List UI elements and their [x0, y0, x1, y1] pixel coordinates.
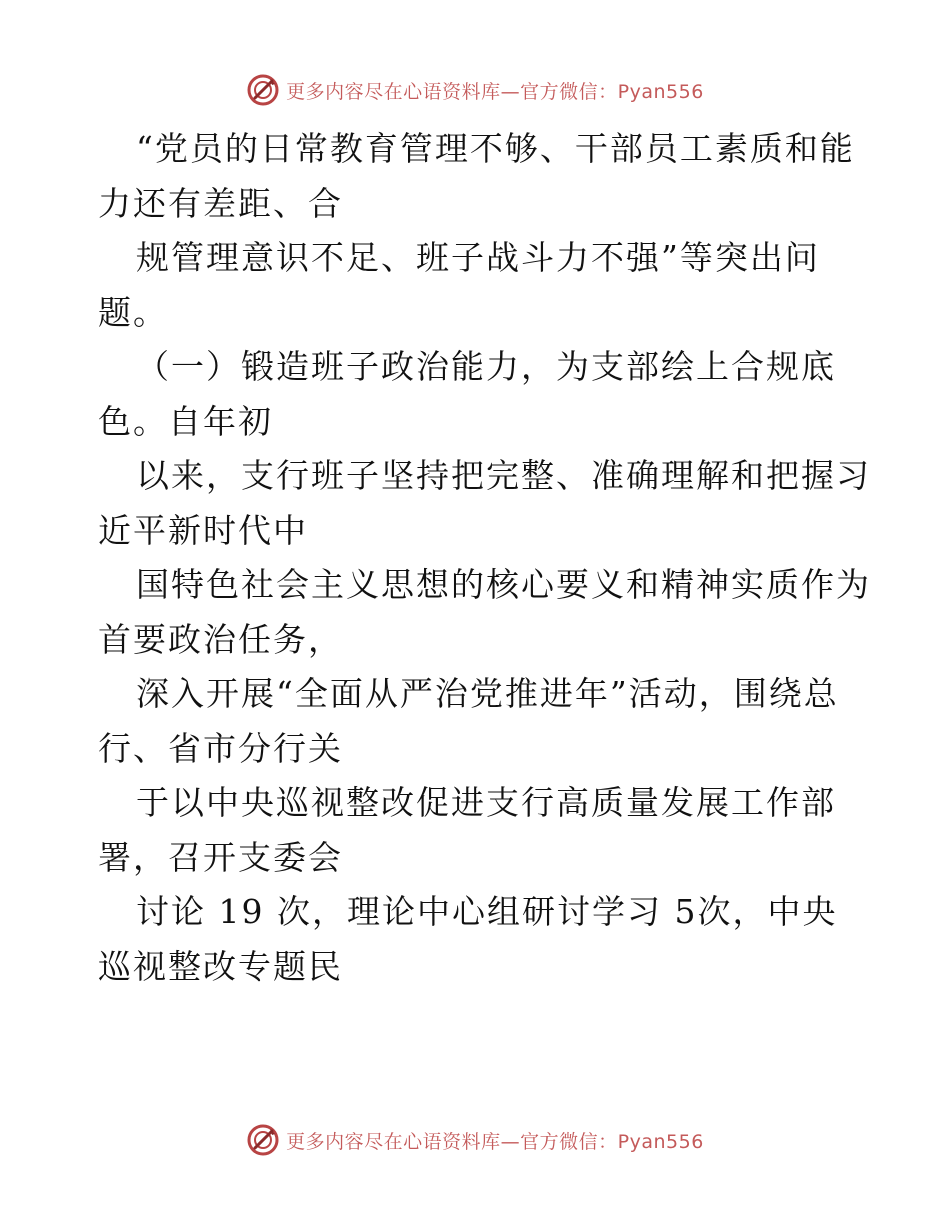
text-line: 规管理意识不足、班子战斗力不强”等突出问 [136, 238, 820, 277]
text-line: 以来，支行班子坚持把完整、准确理解和把握习 [136, 456, 871, 495]
text-line: 国特色社会主义思想的核心要义和精神实质作为 [136, 565, 871, 604]
text-line: （一）锻造班子政治能力，为支部绘上合规底 [136, 347, 836, 386]
text-line: 于以中央巡视整改促进支行高质量发展工作部 [136, 783, 836, 822]
text-line: 行、省市分行关 [98, 728, 343, 768]
watermark-text: 更多内容尽在心语资料库—官方微信：Pyan556 [286, 80, 704, 103]
seal-logo-icon [246, 73, 280, 107]
text-line: 巡视整改专题民 [98, 946, 343, 986]
text-line: 深入开展“全面从严治党推进年”活动，围绕总 [136, 674, 839, 713]
text-line: 署，召开支委会 [98, 837, 343, 877]
header-watermark [0, 70, 950, 110]
text-line: 讨论 19 次，理论中心组研讨学习 5次，中央 [136, 892, 838, 931]
watermark-text: 更多内容尽在心语资料库—官方微信：Pyan556 [286, 1130, 704, 1153]
text-line: 题。 [98, 292, 168, 332]
footer-watermark [0, 1120, 950, 1160]
text-line: 近平新时代中 [98, 510, 308, 550]
text-line: 力还有差距、合 [98, 183, 343, 223]
seal-logo-icon [246, 1123, 280, 1157]
text-line: 首要政治任务， [98, 619, 343, 659]
text-line: “党员的日常教育管理不够、干部员工素质和能 [136, 129, 855, 168]
text-line: 色。自年初 [98, 401, 273, 441]
document-body [98, 122, 871, 994]
